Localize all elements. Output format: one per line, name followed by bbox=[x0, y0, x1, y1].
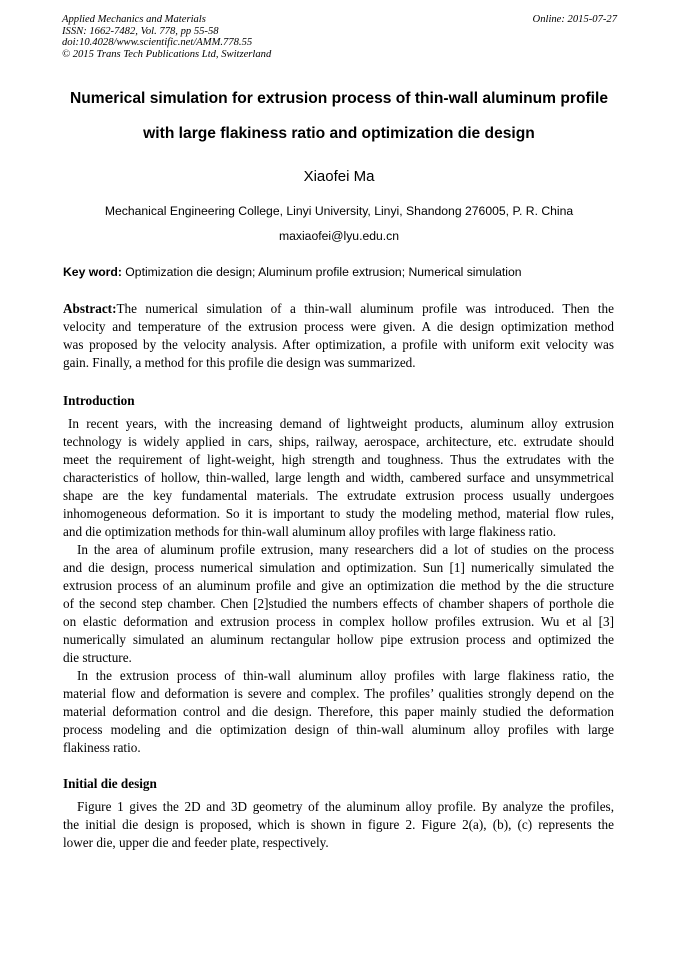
doi-link[interactable]: doi:10.4028/www.scientific.net/AMM.778.55 bbox=[62, 37, 253, 49]
body-line: of the second step chamber. Chen [2]studied the numbers effects of chamber shapers of porthole die bbox=[63, 596, 614, 611]
author-name: Xiaofei Ma bbox=[303, 168, 375, 185]
body-line: and die design, process numerical simulation and optimization. Sun [1] numerically simulated the bbox=[63, 560, 614, 575]
introduction-body bbox=[63, 415, 614, 757]
journal-name: Applied Mechanics and Materials bbox=[62, 14, 206, 25]
author-affiliation: Mechanical Engineering College, Linyi University, Linyi, Shandong 276005, P. R. China bbox=[104, 204, 574, 218]
keywords bbox=[63, 265, 522, 279]
body-line: numerically simulated an aluminum rectangular hollow pipe extrusion process and optimized the bbox=[63, 632, 614, 647]
issn-volume: ISSN: 1662-7482, Vol. 778, pp 55-58 bbox=[62, 25, 219, 37]
body-line: Figure 1 gives the 2D and 3D geometry of the aluminum alloy profile. By analyze the profiles, bbox=[77, 799, 614, 814]
keywords-text: Optimization die design; Aluminum profile extrusion; Numerical simulation bbox=[121, 265, 522, 279]
body-line: flakiness ratio. bbox=[63, 740, 141, 755]
body-line: lower die, upper die and feeder plate, respectively. bbox=[63, 835, 329, 850]
keywords-label: Key word: bbox=[63, 265, 122, 279]
paper-title-line-2: with large flakiness ratio and optimization die design bbox=[143, 125, 535, 142]
initial-die-design-body bbox=[63, 798, 614, 852]
body-line: process modeling and die optimization design of thin-wall aluminum alloy profiles with large bbox=[63, 722, 614, 737]
abstract-line: gain. Finally, a method for this profile die design was summarized. bbox=[63, 355, 416, 370]
paper-title-line-1: Numerical simulation for extrusion process of thin-wall aluminum profile bbox=[69, 90, 609, 107]
body-line: extrusion process of an aluminum profile and give an optimization die method by the die structure bbox=[63, 578, 614, 593]
body-line: In the area of aluminum profile extrusion, many researchers did a lot of studies on the process bbox=[77, 542, 614, 557]
abstract-label: Abstract: bbox=[63, 301, 117, 316]
body-line: characteristics of hollow, thin-walled, large length and width, cambered surface and unsymmetrical bbox=[63, 470, 614, 485]
body-line: and die optimization methods for thin-wall aluminum alloy profiles with large flakiness ratio. bbox=[63, 524, 557, 539]
online-date: Online: 2015-07-27 bbox=[532, 14, 617, 25]
section-heading-initial-die-design: Initial die design bbox=[63, 776, 157, 791]
journal-header bbox=[62, 14, 617, 60]
abstract-line: Abstract:The numerical simulation of a thin-wall aluminum profile was introduced. Then the bbox=[63, 301, 614, 316]
body-line: In the extrusion process of thin-wall aluminum alloy profiles with large flakiness ratio, the bbox=[77, 668, 614, 683]
body-line: inhomogeneous deformation. So it is important to study the modeling method, material flow rules, bbox=[63, 506, 614, 521]
author-email[interactable]: maxiaofei@lyu.edu.cn bbox=[278, 229, 400, 243]
body-line: material flow and deformation is severe and complex. The profiles’ qualities strongly depend on the bbox=[63, 686, 614, 701]
body-line: on elastic deformation and extrusion process in complex hollow profiles extrusion. Wu et al [3] bbox=[63, 614, 614, 629]
copyright: © 2015 Trans Tech Publications Ltd, Switzerland bbox=[62, 48, 272, 60]
section-heading-introduction: Introduction bbox=[63, 393, 135, 408]
body-line: meet the requirement of light-weight, high strength and toughness. Thus the extrudates with the bbox=[63, 452, 614, 467]
body-line: shape are the key fundamental materials. The extrudate extrusion process usually undergoes bbox=[63, 488, 614, 503]
abstract bbox=[63, 300, 614, 372]
body-line: the initial die design is proposed, which is shown in figure 2. Figure 2(a), (b), (c) represents the bbox=[63, 817, 614, 832]
body-line: die structure. bbox=[63, 650, 132, 665]
body-line: technology is widely applied in cars, ships, railway, aerospace, architecture, etc. extrudate should bbox=[63, 434, 614, 449]
body-line: In recent years, with the increasing demand of lightweight products, aluminum alloy extrusion bbox=[68, 416, 614, 431]
body-line: material deformation control and die design. Therefore, this paper mainly studied the deformation bbox=[63, 704, 614, 719]
abstract-line: was proposed by the velocity analysis. After optimization, a profile with uniform exit velocity was bbox=[63, 337, 614, 352]
abstract-line: velocity and temperature of the extrusion process were given. A die design optimization method bbox=[63, 319, 614, 334]
